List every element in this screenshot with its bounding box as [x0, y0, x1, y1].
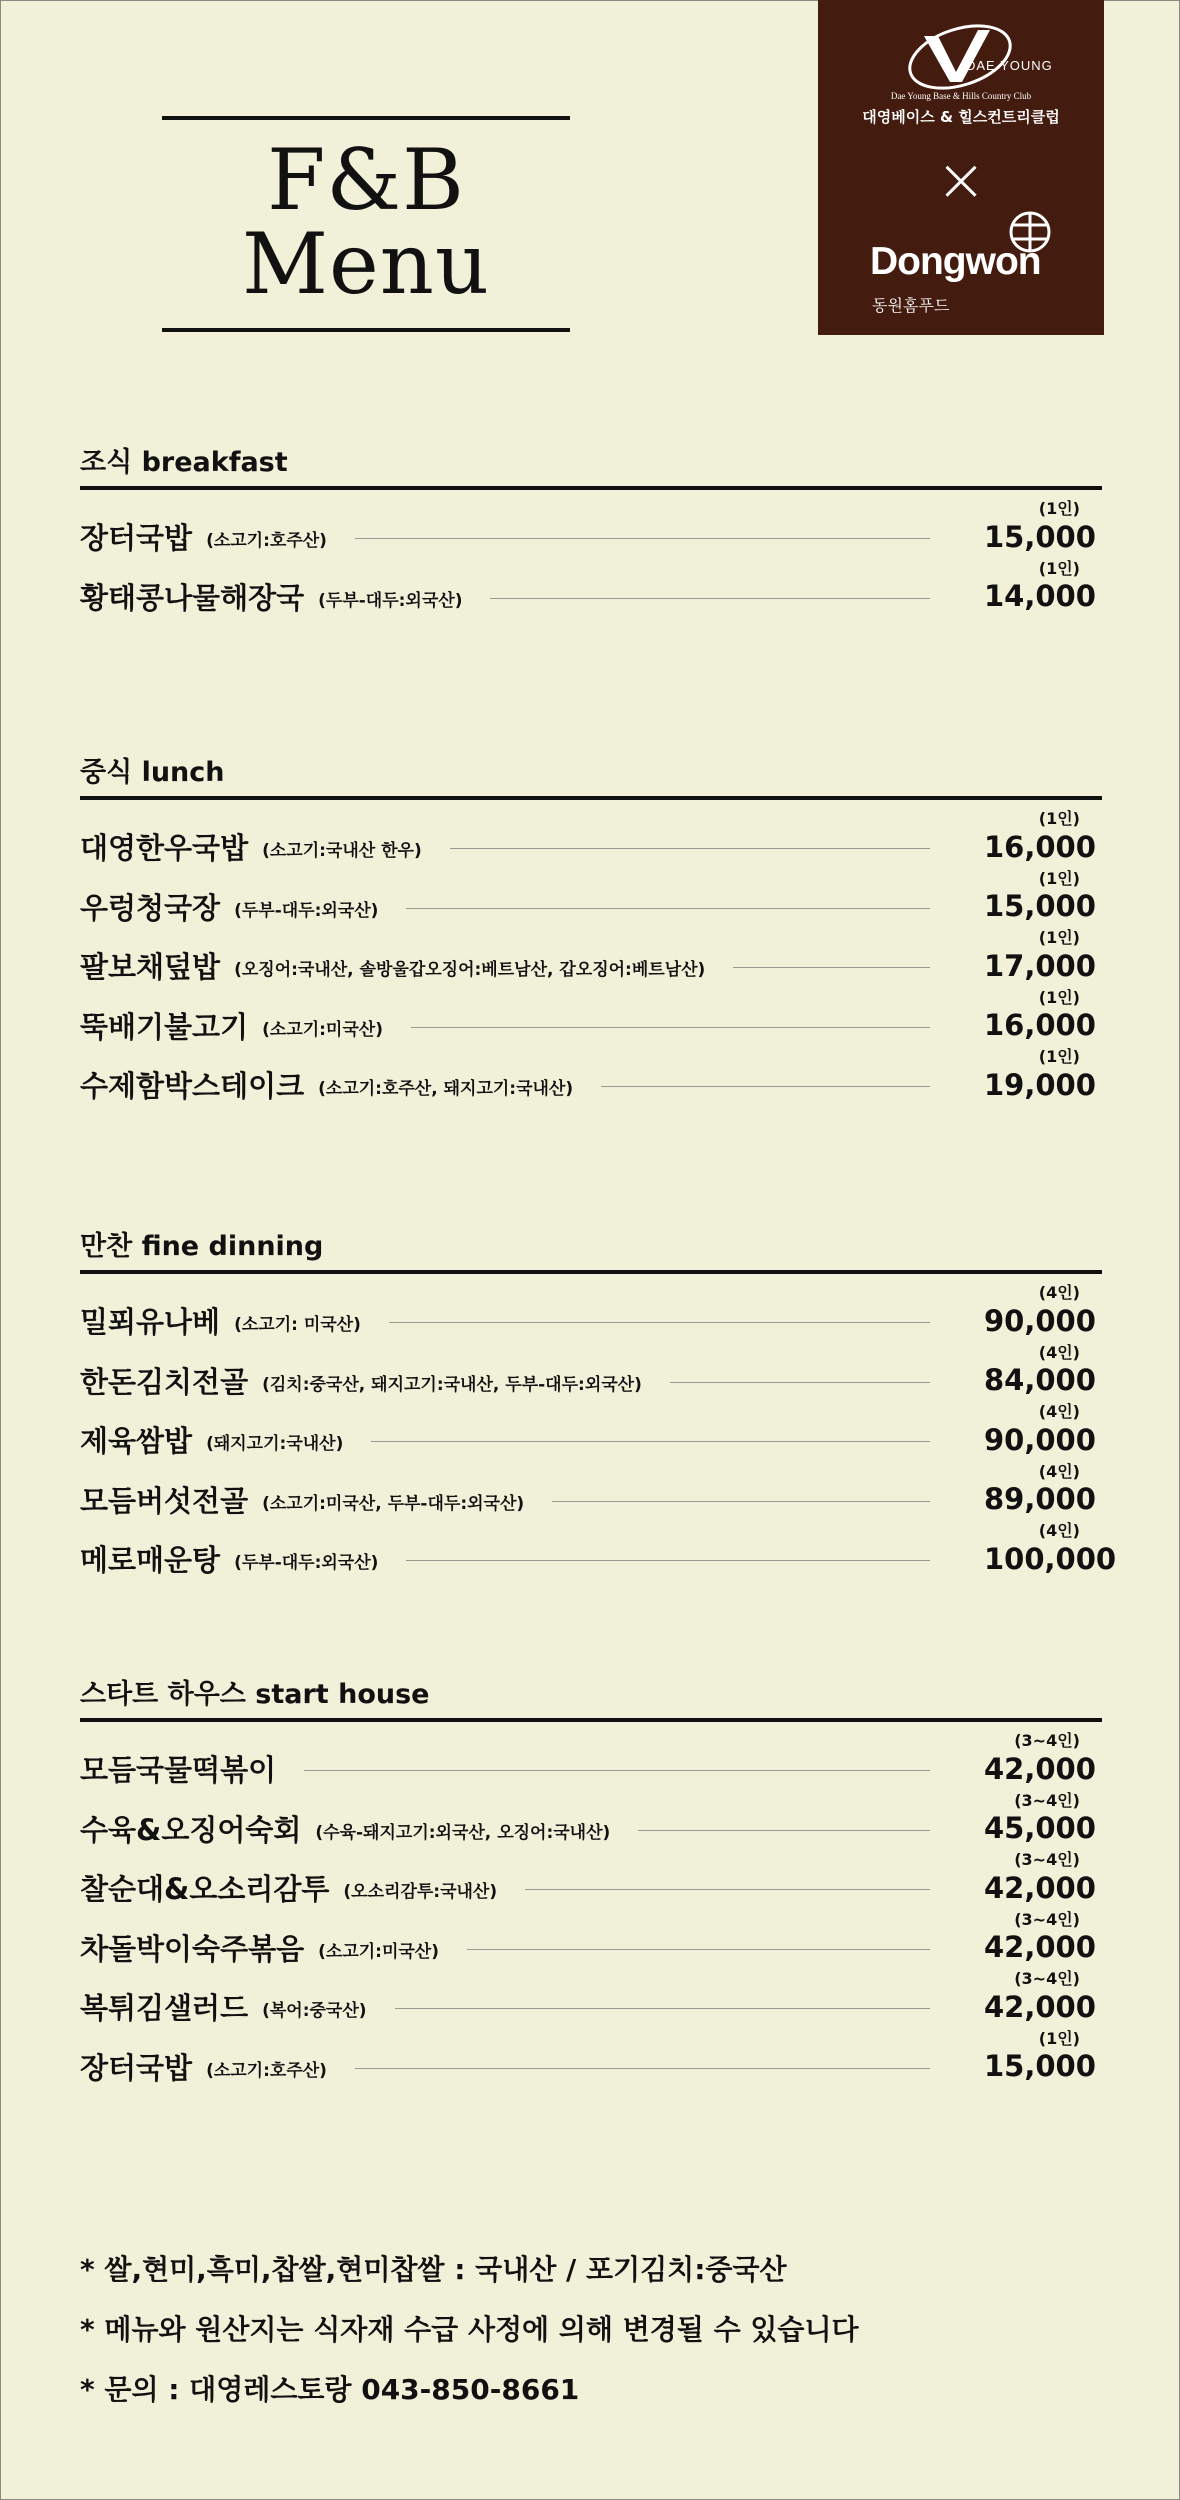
- leader-line: [525, 1889, 930, 1890]
- menu-item-row: [80, 1809, 1102, 1847]
- leader-line: [411, 1027, 930, 1028]
- footnote-contact: * 문의 : 대영레스토랑 043-850-8661: [80, 2373, 580, 2406]
- leader-line: [406, 908, 930, 909]
- menu-item-price: 16,000: [984, 829, 1096, 864]
- section-title: 만찬 fine dinning: [80, 1231, 324, 1262]
- menu-item-price: 45,000: [984, 1811, 1096, 1845]
- menu-item-price: 15,000: [984, 519, 1096, 554]
- serving-size: (1인): [1038, 868, 1080, 888]
- daeyoung-korean-name: 대영베이스 & 힐스컨트리클럽: [862, 108, 1060, 126]
- serving-size: (3~4인): [1014, 1790, 1080, 1810]
- leader-line: [395, 2008, 930, 2009]
- menu-item: [80, 985, 1102, 1045]
- menu-item-list: [80, 1728, 1102, 2085]
- menu-item-name: 메로매운탕: [80, 1543, 221, 1577]
- menu-item-price: 42,000: [984, 1989, 1096, 2024]
- serving-size: (4인): [1038, 1461, 1080, 1481]
- menu-item: [80, 1399, 1102, 1459]
- menu-item-row: [80, 828, 1102, 866]
- menu-item-price: 42,000: [984, 1751, 1096, 1786]
- menu-item-row: [80, 1302, 1102, 1340]
- section-rule: [80, 1718, 1102, 1722]
- menu-item-name: 모듬국물떡볶이: [80, 1753, 277, 1787]
- menu-item-name: 밀푀유나베: [80, 1305, 221, 1339]
- section-title: 중식 lunch: [80, 757, 225, 788]
- menu-item: [80, 1280, 1102, 1340]
- leader-line: [355, 538, 930, 539]
- leader-line: [406, 1560, 930, 1561]
- origin-info: (두부-대두:외국산): [318, 590, 463, 611]
- origin-info: (복어:중국산): [262, 2001, 367, 2021]
- section-rule: [80, 796, 1102, 800]
- menu-item-row: [80, 1869, 1102, 1907]
- serving-size: (1인): [1038, 2028, 1080, 2048]
- dongwon-korean-name: 동원홈푸드: [872, 296, 950, 315]
- footnote-rice-origin: * 쌀,현미,흑미,찹쌀,현미찹쌀 : 국내산 / 포기김치:중국산: [80, 2253, 787, 2286]
- menu-item-row: [80, 1361, 1102, 1399]
- menu-item-price: 16,000: [984, 1008, 1096, 1042]
- menu-item-price: 19,000: [984, 1067, 1096, 1102]
- daeyoung-emblem-icon: [904, 22, 1016, 92]
- leader-line: [733, 967, 930, 968]
- menu-item-name: 수육&오징어숙회: [80, 1812, 302, 1847]
- menu-item-name: 황태콩나물해장국: [80, 580, 305, 615]
- menu-item: [80, 806, 1102, 866]
- origin-info: (김치:중국산, 돼지고기:국내산, 두부-대두:외국산): [262, 1374, 642, 1395]
- section-start-house: [80, 1676, 1102, 2085]
- serving-size: (3~4인): [1014, 1850, 1080, 1869]
- menu-item-name: 제육쌈밥: [80, 1424, 193, 1458]
- footnote-menu-change: * 메뉴와 원산지는 식자재 수급 사정에 의해 변경될 수 있습니다: [80, 2313, 859, 2346]
- menu-item: [80, 1847, 1102, 1907]
- menu-item: [80, 1728, 1102, 1788]
- menu-item-price: 89,000: [984, 1482, 1096, 1516]
- menu-item-row: [80, 1066, 1102, 1104]
- menu-item-row: [80, 947, 1102, 985]
- serving-size: (1인): [1038, 987, 1080, 1007]
- menu-item-price: 100,000: [984, 1541, 1117, 1576]
- menu-title: F&B Menu: [242, 131, 490, 313]
- menu-item-name: 수제함박스테이크: [80, 1069, 305, 1103]
- menu-item-name: 우렁청국장: [80, 890, 221, 925]
- collaboration-x-icon: ×: [935, 145, 987, 215]
- menu-item-row: [80, 1006, 1102, 1044]
- menu-item-price: 17,000: [984, 948, 1096, 983]
- origin-info: (소고기:미국산): [262, 1019, 383, 1040]
- origin-info: (오소리감투:국내산): [343, 1882, 498, 1902]
- origin-info: (소고기:국내산 한우): [262, 841, 422, 861]
- menu-title-block: [162, 116, 570, 332]
- menu-item-price: 42,000: [984, 1930, 1096, 1964]
- serving-size: (4인): [1038, 1521, 1080, 1540]
- menu-item-price: 84,000: [984, 1363, 1096, 1397]
- menu-item-row: [80, 1480, 1102, 1518]
- menu-item-list: [80, 806, 1102, 1104]
- origin-info: (소고기:호주산, 돼지고기:국내산): [318, 1079, 574, 1099]
- menu-item-name: 대영한우국밥: [80, 831, 249, 865]
- section-fine-dinning: [80, 1228, 1117, 1578]
- serving-size: (1인): [1038, 1047, 1080, 1066]
- leader-line: [490, 598, 930, 599]
- leader-line: [371, 1441, 930, 1442]
- serving-size: (3~4인): [1014, 1909, 1080, 1929]
- serving-size: (1인): [1038, 499, 1080, 518]
- section-breakfast: [80, 444, 1102, 615]
- menu-item-row: [80, 518, 1102, 556]
- menu-item-row: [80, 887, 1102, 925]
- leader-line: [552, 1501, 930, 1502]
- menu-item: [80, 556, 1102, 616]
- menu-item-list: [80, 496, 1102, 615]
- menu-item: [80, 1518, 1117, 1578]
- origin-info: (소고기:미국산, 두부-대두:외국산): [262, 1493, 525, 1514]
- leader-line: [450, 848, 930, 849]
- menu-item-name: 장터국밥: [80, 521, 193, 555]
- menu-item-row: [80, 1540, 1117, 1578]
- menu-item-row: [80, 1928, 1102, 1966]
- menu-item-name: 한돈김치전골: [80, 1364, 249, 1399]
- origin-info: (두부-대두:외국산): [234, 1553, 379, 1573]
- title-top-rule: [162, 116, 570, 120]
- menu-item-price: 15,000: [984, 2049, 1096, 2083]
- leader-line: [304, 1770, 930, 1771]
- menu-item: [80, 925, 1102, 985]
- menu-item-name: 뚝배기불고기: [80, 1009, 249, 1044]
- daeyoung-subtitle: Dae Young Base & Hills Country Club: [890, 91, 1032, 101]
- leader-line: [670, 1382, 930, 1383]
- title-bottom-rule: [162, 328, 570, 332]
- dongwon-name: Dongwon: [870, 240, 1041, 283]
- origin-info: (소고기: 미국산): [234, 1315, 361, 1335]
- menu-item: [80, 1966, 1102, 2026]
- serving-size: (4인): [1038, 1283, 1080, 1302]
- menu-item: [80, 1340, 1102, 1400]
- menu-item-name: 모듬버섯전골: [80, 1483, 249, 1518]
- leader-line: [601, 1086, 930, 1087]
- serving-size: (1인): [1038, 558, 1080, 578]
- menu-item-name: 차돌박이숙주볶음: [80, 1931, 305, 1966]
- origin-info: (소고기:호주산): [206, 2060, 327, 2081]
- menu-item-name: 팔보채덮밥: [80, 950, 221, 984]
- menu-item-list: [80, 1280, 1117, 1578]
- menu-item-price: 90,000: [984, 1422, 1096, 1457]
- serving-size: (3~4인): [1014, 1731, 1080, 1750]
- partner-logo-box: [818, 0, 1104, 335]
- footnotes: [80, 2250, 1080, 2430]
- section-lunch: [80, 754, 1102, 1104]
- origin-info: (돼지고기:국내산): [206, 1434, 344, 1454]
- origin-info: (두부-대두:외국산): [234, 900, 379, 921]
- leader-line: [467, 1949, 930, 1950]
- menu-item-price: 14,000: [984, 579, 1096, 613]
- menu-item: [80, 1907, 1102, 1967]
- daeyoung-name: DAE YOUNG: [966, 58, 1053, 73]
- menu-item-name: 장터국밥: [80, 2050, 193, 2085]
- section-rule: [80, 486, 1102, 490]
- menu-item: [80, 866, 1102, 926]
- menu-item-name: 복튀김샐러드: [80, 1991, 249, 2025]
- serving-size: (1인): [1038, 928, 1080, 947]
- menu-item-row: [80, 1750, 1102, 1788]
- menu-item-row: [80, 1988, 1102, 2026]
- menu-item: [80, 1044, 1102, 1104]
- menu-item-name: 찰순대&오소리감투: [80, 1872, 330, 1906]
- section-title: 스타트 하우스 start house: [80, 1679, 430, 1710]
- section-rule: [80, 1270, 1102, 1274]
- menu-item-row: [80, 577, 1102, 615]
- menu-item-row: [80, 2047, 1102, 2085]
- origin-info: (오징어:국내산, 솔방울갑오징어:베트남산, 갑오징어:베트남산): [234, 960, 706, 980]
- serving-size: (1인): [1038, 809, 1080, 828]
- origin-info: (수육-돼지고기:외국산, 오징어:국내산): [315, 1822, 611, 1843]
- origin-info: (소고기:호주산): [206, 531, 327, 551]
- serving-size: (4인): [1038, 1342, 1080, 1362]
- menu-item: [80, 496, 1102, 556]
- leader-line: [389, 1322, 930, 1323]
- serving-size: (3~4인): [1014, 1969, 1080, 1988]
- leader-line: [355, 2068, 930, 2069]
- menu-item: [80, 1459, 1102, 1519]
- section-title: 조식 breakfast: [80, 447, 288, 478]
- menu-item-price: 90,000: [984, 1303, 1096, 1338]
- serving-size: (4인): [1038, 1402, 1080, 1421]
- menu-item-row: [80, 1421, 1102, 1459]
- leader-line: [638, 1830, 930, 1831]
- menu-item-price: 15,000: [984, 889, 1096, 923]
- menu-item: [80, 1788, 1102, 1848]
- origin-info: (소고기:미국산): [318, 1941, 439, 1962]
- menu-item: [80, 2026, 1102, 2086]
- menu-item-price: 42,000: [984, 1870, 1096, 1905]
